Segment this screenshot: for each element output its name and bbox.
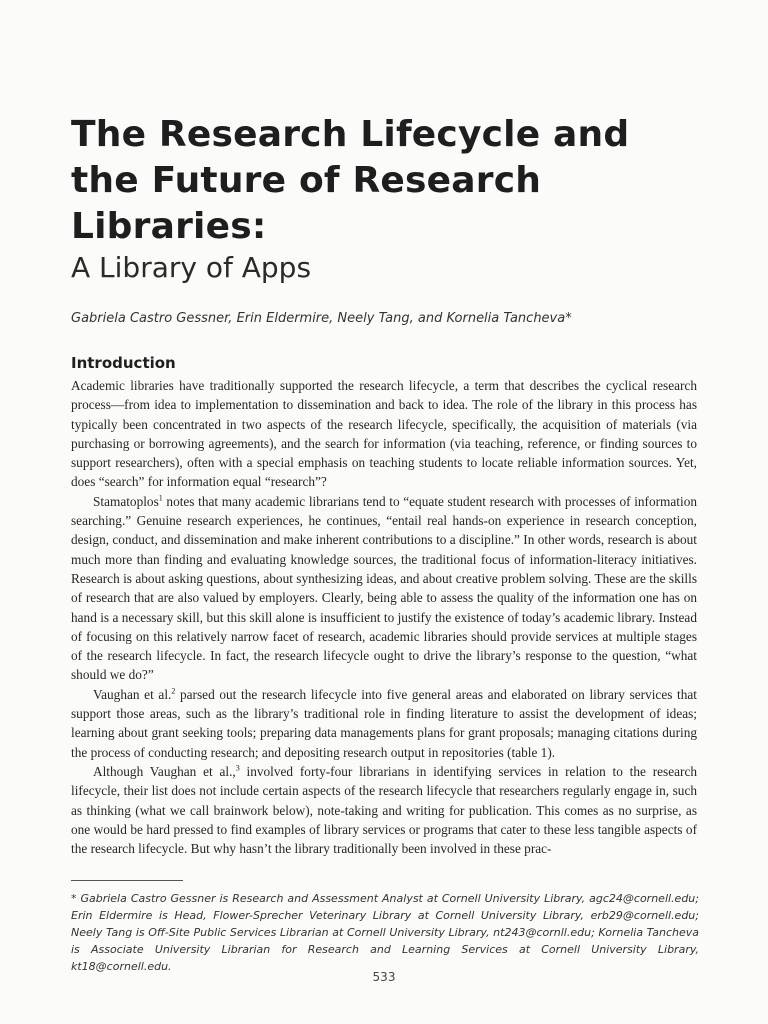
paragraph-2 — [71, 492, 697, 685]
paragraph-4 — [71, 762, 697, 858]
article-body — [71, 376, 697, 858]
citation-author: Although Vaughan et al., — [93, 763, 236, 779]
paragraph-3 — [71, 685, 697, 762]
author-footnote: * Gabriela Castro Gessner is Research and Assessment Analyst at Cornell University Library, agc24@cornell.edu; Erin Eldermire is Head, Flower-Sprecher Veterinary Library at Cornell University Library, erb29@cornell.edu; Neely Tang is Off-Site Public Services Librarian at Cornell University Library, nt243@cornll.edu; Kornelia Tancheva is Associate University Librarian for Research and Learning Services at Cornell University Library, kt18@cornell.edu. — [71, 892, 699, 973]
footnote-ref-1: 1 — [158, 493, 163, 503]
paragraph-1: Academic libraries have traditionally supported the research lifecycle, a term that describes the cyclical research process—from idea to implementation to dissemination and back to idea. The role of the library in this process has typically been concentrated in two aspects of the research lifecycle, specifically, the acquisition of materials (via purchasing or borrowing agreements), and the search for information (via teaching, reference, or finding sources to support researchers), often with a special emphasis on teaching students to locate reliable information sources. Yet, does “search” for information equal “research”? — [71, 378, 697, 490]
footnote-divider — [71, 880, 183, 881]
citation-author: Stamatoplos — [93, 493, 159, 509]
article-subtitle: A Library of Apps — [71, 251, 312, 284]
author-list: Gabriela Castro Gessner, Erin Eldermire, Neely Tang, and Kornelia Tancheva* — [71, 311, 572, 326]
article-title: The Research Lifecycle and the Future of Research Libraries: — [71, 114, 630, 247]
paragraph-2-text: notes that many academic librarians tend to “equate student research with processes of information searching.” Genuine research experiences, he continues, “entail real hands-on experience in research conception, design, conduct, and dissemination and make inherent contributions to a discipline.” In other words, research is about much more than finding and evaluating knowledge sources, the traditional focus of information-literacy initiatives. Research is about asking questions, about synthesizing ideas, and about creative problem solving. These are the skills of research that are also valued by employers. Clearly, being able to assess the quality of the information one has on hand is a necessary skill, but this skill alone is insufficient to justify the existence of today’s academic library. Instead of focusing on this relatively narrow facet of research, academic libraries should provide services at multiple stages of the research lifecycle. In fact, the research lifecycle ought to drive the library’s response to the question, “what should we do?” — [71, 493, 697, 683]
paragraph-4-text: involved forty-four librarians in identifying services in relation to the research lifecycle, their list does not include certain aspects of the research lifecycle that researchers regularly engage in, such as thinking (what we call brainwork below), note-taking and writing for publication. This comes as no surprise, as one would be hard pressed to find examples of library services or programs that cater to these less tangible aspects of the research lifecycle. But why hasn’t the library traditionally been involved in these prac- — [71, 763, 697, 857]
footnote-ref-3: 3 — [235, 763, 240, 773]
paragraph-3-text: parsed out the research lifecycle into five general areas and elaborated on library services that support those areas, such as the library’s traditional role in finding literature to assist the development of ideas; learning about grant seeking tools; preparing data managements plans for grant proposals; managing citations during the process of conducting research; and depositing research output in repositories (table 1). — [71, 686, 697, 760]
citation-author: Vaughan et al. — [93, 686, 172, 702]
page-number: 533 — [372, 970, 396, 984]
section-heading-introduction: Introduction — [71, 354, 176, 372]
footnote-ref-2: 2 — [171, 686, 176, 696]
